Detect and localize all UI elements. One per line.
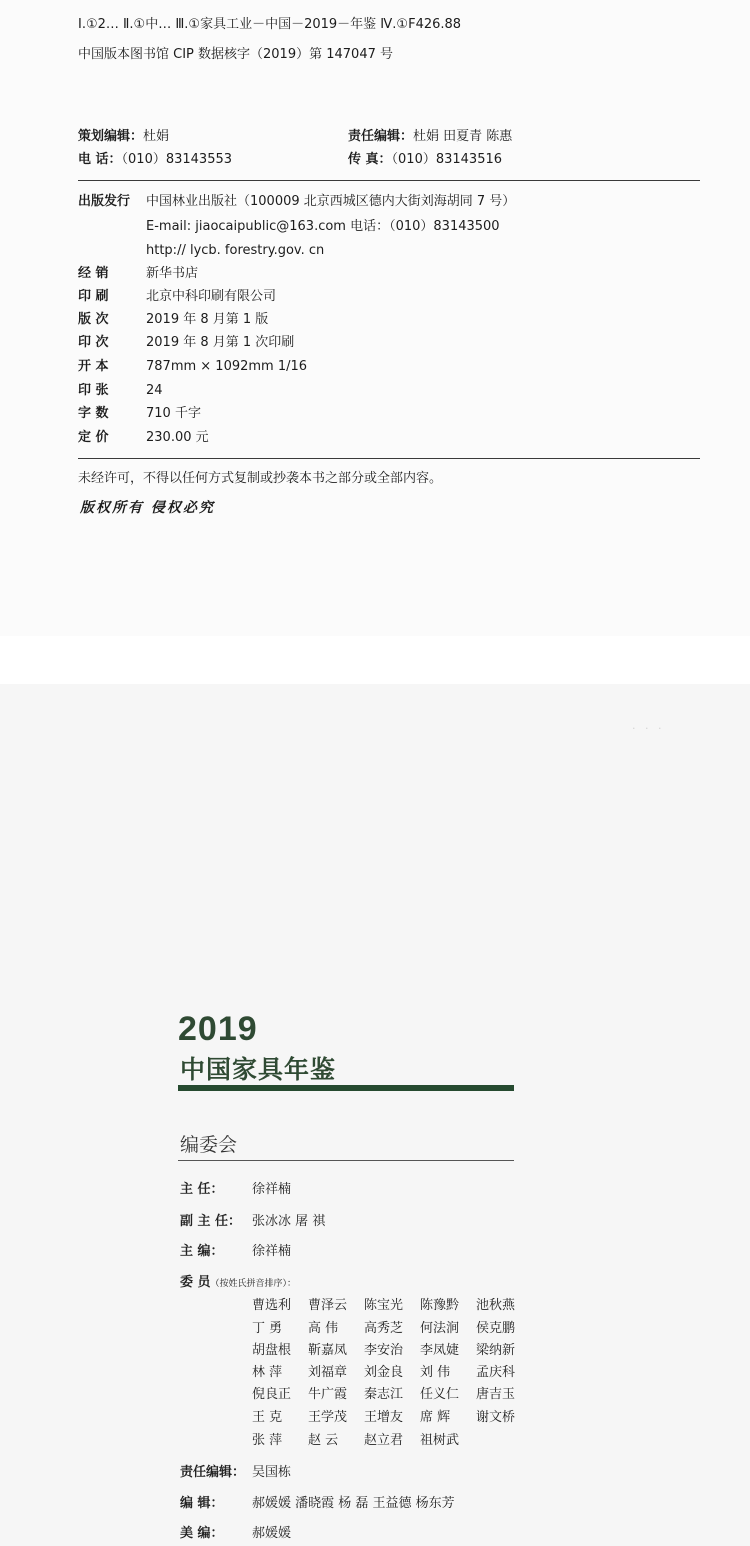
detail-value: 北京中科印刷有限公司 [146,289,277,304]
detail-label: 开 本 [78,359,109,374]
detail-value: 2019 年 8 月第 1 次印刷 [146,335,295,350]
phone [78,151,232,169]
detail-label: 经 销 [78,266,109,281]
member-name: 胡盘根 [252,1343,292,1358]
chief-editor-row [180,1243,291,1261]
member-name: 林 萍 [252,1365,283,1380]
member-name: 刘 伟 [420,1365,451,1380]
phone-value: （010）83143553 [121,152,233,167]
responsible-editor [348,128,512,146]
detail-row [78,405,201,423]
fax [348,151,502,169]
member-name: 刘金良 [364,1365,404,1380]
planner-editor [78,128,169,146]
member-name: 王 克 [252,1410,283,1425]
deputy-row [180,1213,325,1231]
year-heading: 2019 [178,1010,258,1048]
detail-label: 印 张 [78,383,109,398]
detail-label: 定 价 [78,430,109,445]
detail-row [78,288,276,306]
members-line [252,1320,532,1338]
members-note: （按姓氏拼音排序）： [210,1279,297,1289]
member-name: 赵 云 [308,1433,339,1448]
committee-heading: 编委会 [180,1134,238,1156]
detail-row [78,429,209,447]
detail-value: 2019 年 8 月第 1 版 [146,312,269,327]
publisher-row [78,193,515,211]
art-editor-row [180,1525,291,1543]
faint-bleed-text: · · · [632,722,665,735]
detail-label: 印 刷 [78,289,109,304]
resp-editor-name: 吴国栋 [252,1465,292,1480]
cip-line: 中国版本图书馆 CIP 数据核字（2019）第 147047 号 [78,47,393,62]
members-line [252,1386,532,1404]
member-name: 张 萍 [252,1433,283,1448]
member-name: 任义仁 [420,1387,460,1402]
responsible-value: 杜娟 田夏青 陈惠 [413,129,513,144]
member-name: 陈豫黔 [420,1298,460,1313]
members-row [180,1274,296,1293]
member-name: 孟庆科 [476,1365,516,1380]
member-name: 丁 勇 [252,1321,283,1336]
detail-row [78,311,268,329]
member-name: 李安治 [364,1343,404,1358]
director-row [180,1181,291,1199]
member-name: 高 伟 [308,1321,339,1336]
member-name: 曹选利 [252,1298,292,1313]
chief-editor-name: 徐祥楠 [252,1244,292,1259]
detail-value: 24 [146,383,163,398]
detail-value: 710 千字 [146,406,201,421]
publisher-value: 中国林业出版社（100009 北京西城区德内大街刘海胡同 7 号） [146,194,516,209]
detail-row [78,334,294,352]
director-role: 主 任： [180,1182,224,1197]
fax-value: （010）83143516 [391,152,503,167]
members-line [252,1364,532,1382]
member-name: 梁纳新 [476,1343,516,1358]
divider-bottom [78,458,700,459]
committee-rule [178,1160,514,1161]
detail-value: 787mm × 1092mm 1/16 [146,359,308,374]
detail-value: 230.00 元 [146,430,209,445]
member-name: 王增友 [364,1410,404,1425]
member-name: 池秋燕 [476,1298,516,1313]
member-name: 牛广霞 [308,1387,348,1402]
member-name: 唐吉玉 [476,1387,516,1402]
editors-row [180,1495,455,1513]
members-role: 委 员 [180,1275,211,1290]
detail-row [78,382,163,400]
detail-label: 字 数 [78,406,109,421]
copyright-line: 版权所有 侵权必究 [80,500,215,516]
publisher-label: 出版发行 [78,194,131,209]
member-name: 侯克鹏 [476,1321,516,1336]
member-name: 席 辉 [420,1410,451,1425]
member-name: 何法涧 [420,1321,460,1336]
member-name: 赵立君 [364,1433,404,1448]
art-editor-name: 郝媛媛 [252,1526,292,1541]
responsible-label: 责任编辑： [348,129,414,144]
phone-label: 电 话： [78,152,122,167]
contact-line: E-mail: jiaocaipublic@163.com 电话：（010）83143500 [146,219,500,234]
member-name: 李凤婕 [420,1343,460,1358]
members-line [252,1297,532,1315]
members-line [252,1342,532,1360]
members-line [252,1409,532,1427]
divider-top [78,180,700,181]
book-title: 中国家具年鉴 [180,1055,337,1084]
deputy-role: 副 主 任： [180,1214,242,1229]
resp-editor-role: 责任编辑： [180,1465,246,1480]
fax-label: 传 真： [348,152,392,167]
detail-value: 新华书店 [146,266,199,281]
website-line: http:// lycb. forestry.gov. cn [146,243,325,258]
member-name: 祖树武 [420,1433,460,1448]
member-name: 王学茂 [308,1410,348,1425]
member-name: 曹泽云 [308,1298,348,1313]
page-gap [0,636,750,684]
member-name: 靳嘉凤 [308,1343,348,1358]
member-name: 谢文桥 [476,1410,516,1425]
detail-row [78,265,198,283]
director-name: 徐祥楠 [252,1182,292,1197]
title-bar [178,1085,514,1091]
member-name: 刘福章 [308,1365,348,1380]
resp-editor-row [180,1464,291,1482]
deputy-names: 张冰冰 屠 祺 [252,1214,326,1229]
art-editor-role: 美 编： [180,1526,224,1541]
member-name: 秦志江 [364,1387,404,1402]
editors-role: 编 辑： [180,1496,224,1511]
detail-label: 版 次 [78,312,109,327]
notice-line: 未经许可，不得以任何方式复制或抄袭本书之部分或全部内容。 [78,471,443,486]
chief-editor-role: 主 编： [180,1244,224,1259]
planner-value: 杜娟 [143,129,170,144]
editors-names: 郝媛媛 潘晓霞 杨 磊 王益德 杨东芳 [252,1496,455,1511]
detail-row [78,358,307,376]
members-line [252,1432,476,1450]
planner-label: 策划编辑： [78,129,144,144]
member-name: 高秀芝 [364,1321,404,1336]
detail-label: 印 次 [78,335,109,350]
classification-line: Ⅰ.①2… Ⅱ.①中… Ⅲ.①家具工业－中国－2019－年鉴 Ⅳ.①F426.88 [78,17,462,32]
member-name: 陈宝光 [364,1298,404,1313]
member-name: 倪良正 [252,1387,292,1402]
